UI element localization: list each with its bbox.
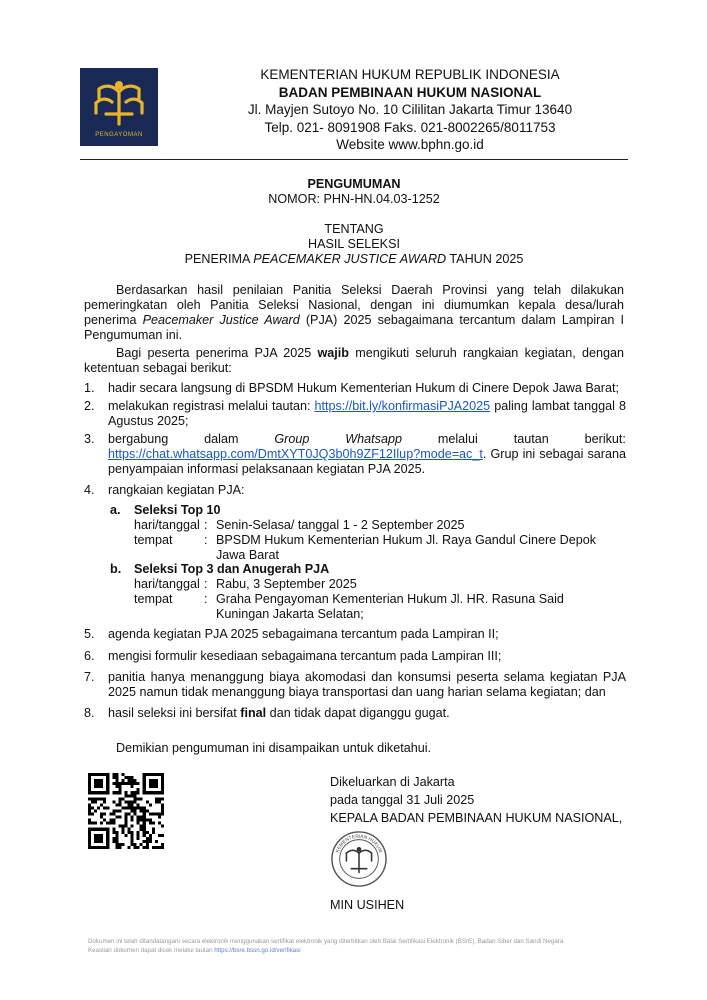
agency-phone: Telp. 021- 8091908 Faks. 021-8002265/8011753 [264, 119, 556, 135]
required-word: wajib [317, 346, 349, 360]
registration-link[interactable]: https://bit.ly/konfirmasiPJA2025 [314, 399, 491, 413]
schedule-top10: a. Seleksi Top 10 hari/tanggal : Senin-Selasa/ tanggal 1 - 2 September 2025 tempat : BPSDM Hukum Kementerian Hukum Jl. Raya Gandul Cinere Depok Jawa Barat [110, 503, 597, 562]
letterhead-divider [80, 159, 628, 160]
list-item: 7. panitia hanya menanggung biaya akomodasi dan konsumsi peserta selama kegiatan PJA 2025 namun tidak menanggung biaya transportasi dan uang harian selama kegiatan; dan [84, 670, 626, 699]
paragraph-intro: Berdasarkan hasil penilaian Panitia Seleksi Daerah Provinsi yang telah dilakukan pemeringkatan oleh Panitia Seleksi Nasional, dengan ini diumumkan kepala desa/lurah penerima Peacemaker Justice Award (PJA) 2025 sebagaimana tercantum dalam Lampiran I Pengumuman ini. [84, 283, 624, 342]
list-item: 6. mengisi formulir kesediaan sebagaimana tercantum pada Lampiran III; [84, 649, 502, 663]
schedule-top3: b. Seleksi Top 3 dan Anugerah PJA hari/tanggal : Rabu, 3 September 2025 tempat : Graha Pengayoman Kementerian Hukum Jl. HR. Rasuna Said Kuningan Jakarta Selatan; [110, 562, 564, 621]
issued-place: Dikeluarkan di Jakarta [330, 775, 455, 789]
subject-line-1: HASIL SELEKSI [308, 237, 400, 251]
letterhead-text [200, 66, 620, 154]
signer-position: KEPALA BADAN PEMBINAAN HUKUM NASIONAL, [330, 811, 623, 825]
agency-address: Jl. Mayjen Sutoyo No. 10 Cililitan Jakarta Timur 13640 [247, 102, 573, 117]
announcement-number: NOMOR: PHN-HN.04.03-1252 [268, 192, 440, 206]
qr-code [88, 773, 164, 849]
subject-line-2: PENERIMA PEACEMAKER JUSTICE AWARD TAHUN 2025 [184, 252, 524, 266]
signer-name: MIN USIHEN [330, 898, 405, 912]
list-item: 4. rangkaian kegiatan PJA: [84, 483, 245, 497]
list-item: 1. hadir secara langsung di BPSDM Hukum Kementerian Hukum di Cinere Depok Jawa Barat; [84, 381, 619, 395]
agency-name: BADAN PEMBINAAN HUKUM NASIONAL [278, 84, 542, 100]
logo-caption: PENGAYOMAN [95, 132, 143, 138]
verification-link[interactable]: https://bsre.bssn.go.id/verifikasi [214, 947, 301, 954]
award-name: PEACEMAKER JUSTICE AWARD [253, 252, 447, 266]
list-item: 5. agenda kegiatan PJA 2025 sebagaimana tercantum pada Lampiran II; [84, 627, 499, 641]
list-item: 3. bergabung dalam Group Whatsapp melalui tautan berikut: https://chat.whatsapp.com/DmtXYT0JQ3b0h9ZF12Ilup?mode=ac_t. Grup ini sebagai sarana penyampaian informasi pelaksanaan kegiatan PJA 2025. [84, 432, 626, 476]
banyan-tree-icon [90, 76, 148, 130]
whatsapp-group-link[interactable]: https://chat.whatsapp.com/DmtXYT0JQ3b0h9ZF12Ilup?mode=ac_t [108, 447, 483, 461]
list-item: 8. hasil seleksi ini bersifat final dan tidak dapat diganggu gugat. [84, 706, 450, 720]
letterhead [80, 60, 628, 160]
issued-date: pada tanggal 31 Juli 2025 [330, 793, 475, 807]
e-signature-footer: Dokumen ini telah ditandatangani secara elektronik menggunakan sertifikat elektronik yang diterbitkan oleh Balai Sertifikasi Elektronik (BSrE), Badan Siber dan Sandi Negara Keaslian dokumen dapat dicek melalui tautan https://bsre.bssn.go.id/verifikasi [88, 938, 564, 954]
signature-block [330, 773, 630, 827]
paragraph-requirements: Bagi peserta penerima PJA 2025 wajib mengikuti seluruh rangkaian kegiatan, dengan ketentuan sebagai berikut: [84, 346, 624, 375]
ministry-name: KEMENTERIAN HUKUM REPUBLIK INDONESIA [260, 67, 560, 82]
about-label: TENTANG [324, 222, 384, 236]
official-seal-icon [330, 830, 388, 888]
pengayoman-logo [80, 68, 158, 146]
closing-sentence: Demikian pengumuman ini disampaikan untuk diketahui. [116, 741, 432, 755]
list-item: 2. melakukan registrasi melalui tautan: https://bit.ly/konfirmasiPJA2025 paling lambat tanggal 8 Agustus 2025; [84, 399, 626, 428]
agency-website: Website www.bphn.go.id [336, 137, 484, 152]
svg-text:KEMENTERIAN HUKUM: KEMENTERIAN HUKUM [335, 834, 383, 854]
announcement-title: PENGUMUMAN [307, 177, 401, 191]
